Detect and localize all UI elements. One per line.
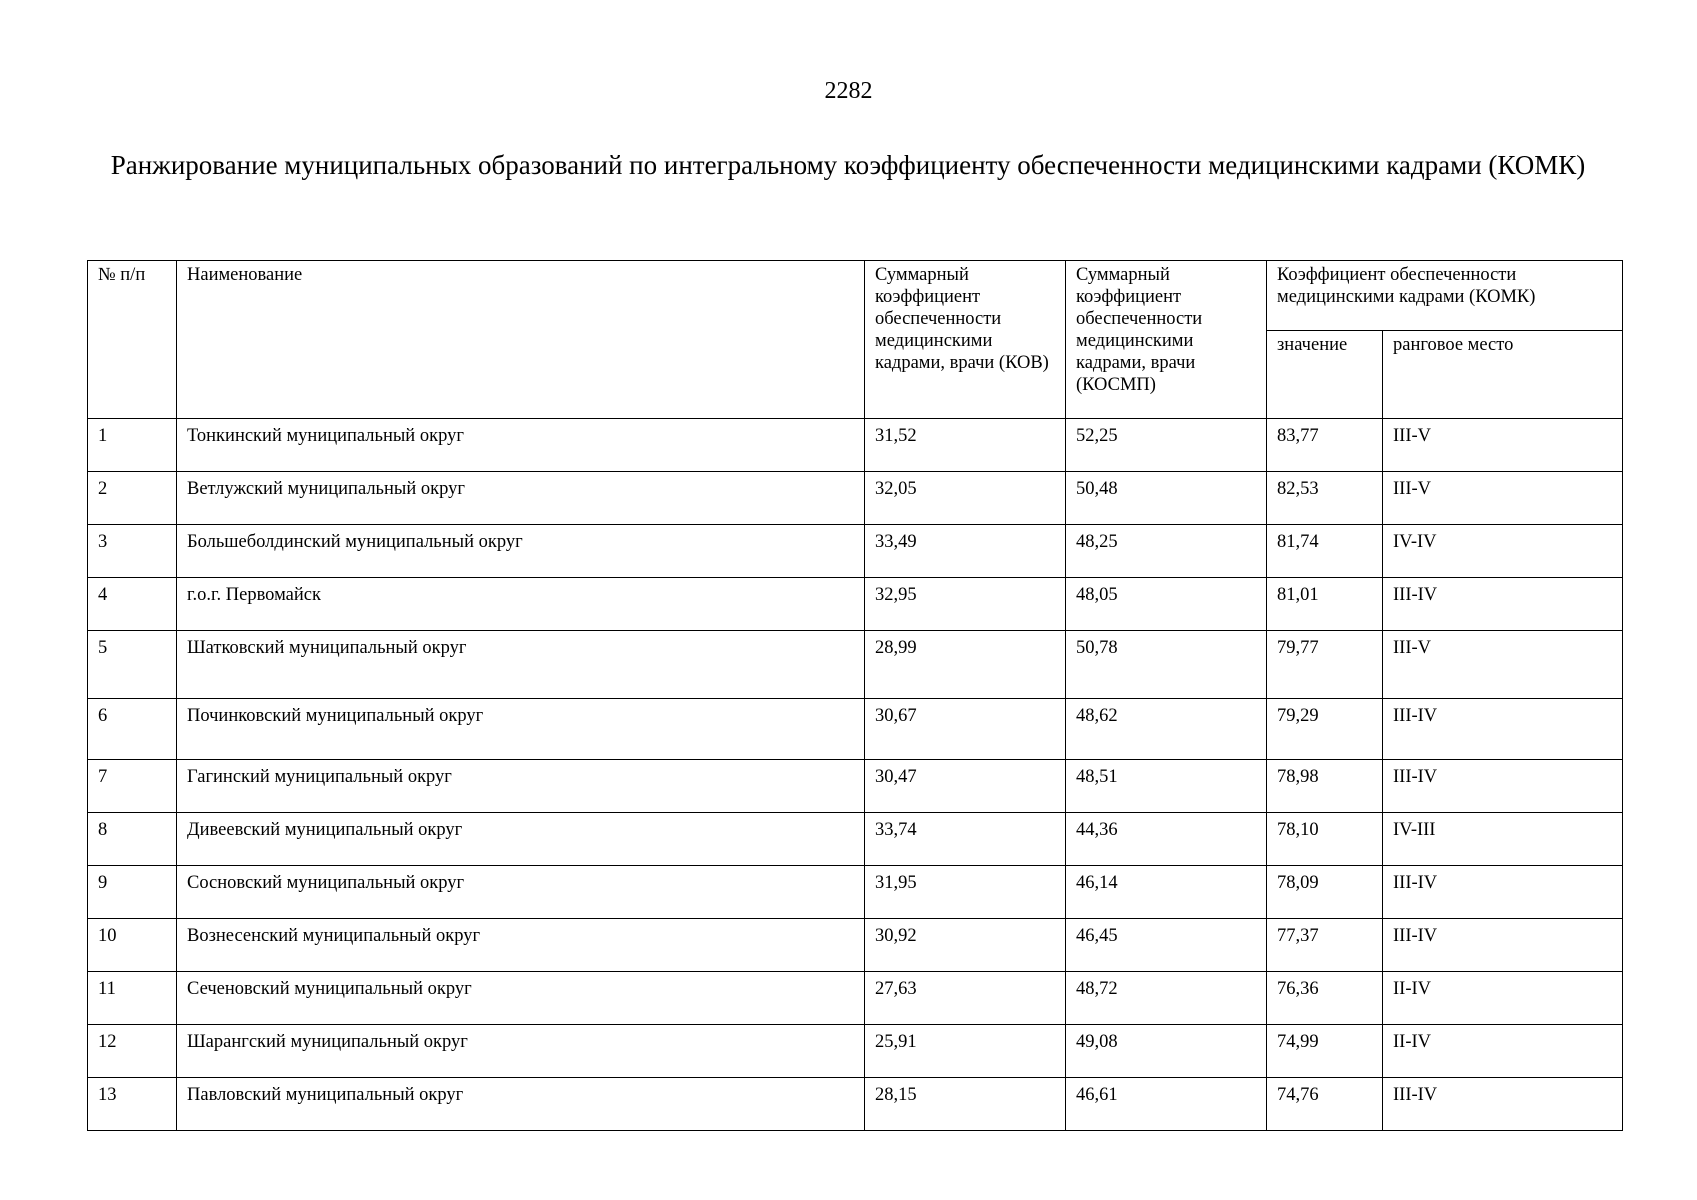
- municipality-name: Починковский муниципальный округ: [177, 699, 865, 760]
- komk-value: 81,74: [1267, 525, 1383, 578]
- table-row: [88, 919, 1623, 972]
- row-number: 12: [88, 1025, 177, 1078]
- kosmp-value: 52,25: [1066, 419, 1267, 472]
- table-header: [88, 261, 1623, 419]
- rank-place: III-V: [1383, 631, 1623, 699]
- header-name: Наименование: [177, 261, 865, 419]
- kosmp-value: 50,78: [1066, 631, 1267, 699]
- municipality-name: Дивеевский муниципальный округ: [177, 813, 865, 866]
- row-number: 3: [88, 525, 177, 578]
- kov-value: 31,52: [865, 419, 1066, 472]
- rank-place: II-IV: [1383, 1025, 1623, 1078]
- row-number: 1: [88, 419, 177, 472]
- municipality-name: г.о.г. Первомайск: [177, 578, 865, 631]
- table-row: [88, 760, 1623, 813]
- table-row: [88, 419, 1623, 472]
- komk-value: 77,37: [1267, 919, 1383, 972]
- row-number: 8: [88, 813, 177, 866]
- header-value: значение: [1267, 331, 1383, 419]
- municipality-name: Шатковский муниципальный округ: [177, 631, 865, 699]
- page-number: 2282: [824, 78, 873, 104]
- document-title: Ранжирование муниципальных образований по интегральному коэффициенту обеспеченности медицинскими кадрами (КОМК): [110, 150, 1586, 180]
- rank-place: IV-IV: [1383, 525, 1623, 578]
- rank-place: III-IV: [1383, 699, 1623, 760]
- municipality-name: Павловский муниципальный округ: [177, 1078, 865, 1131]
- header-komk: Коэффициент обеспеченности медицинскими кадрами (КОМК): [1267, 261, 1623, 331]
- municipality-name: Гагинский муниципальный округ: [177, 760, 865, 813]
- kov-value: 31,95: [865, 866, 1066, 919]
- table-row: [88, 1025, 1623, 1078]
- kov-value: 28,99: [865, 631, 1066, 699]
- rank-place: IV-III: [1383, 813, 1623, 866]
- kosmp-value: 48,62: [1066, 699, 1267, 760]
- row-number: 5: [88, 631, 177, 699]
- rank-place: III-IV: [1383, 919, 1623, 972]
- ranking-table: [87, 260, 1623, 1131]
- row-number: 9: [88, 866, 177, 919]
- municipality-name: Ветлужский муниципальный округ: [177, 472, 865, 525]
- kosmp-value: 48,51: [1066, 760, 1267, 813]
- komk-value: 82,53: [1267, 472, 1383, 525]
- kosmp-value: 46,14: [1066, 866, 1267, 919]
- komk-value: 74,99: [1267, 1025, 1383, 1078]
- row-number: 13: [88, 1078, 177, 1131]
- kosmp-value: 48,25: [1066, 525, 1267, 578]
- kov-value: 27,63: [865, 972, 1066, 1025]
- municipality-name: Шарангский муниципальный округ: [177, 1025, 865, 1078]
- kov-value: 33,49: [865, 525, 1066, 578]
- kov-value: 32,95: [865, 578, 1066, 631]
- kov-value: 30,67: [865, 699, 1066, 760]
- kosmp-value: 50,48: [1066, 472, 1267, 525]
- komk-value: 78,09: [1267, 866, 1383, 919]
- komk-value: 74,76: [1267, 1078, 1383, 1131]
- table-row: [88, 1078, 1623, 1131]
- kosmp-value: 49,08: [1066, 1025, 1267, 1078]
- komk-value: 78,98: [1267, 760, 1383, 813]
- row-number: 11: [88, 972, 177, 1025]
- table-row: [88, 866, 1623, 919]
- header-kosmp: Суммарный коэффициент обеспеченности медицинскими кадрами, врачи (КОСМП): [1066, 261, 1267, 419]
- rank-place: III-IV: [1383, 760, 1623, 813]
- table-row: [88, 578, 1623, 631]
- rank-place: III-IV: [1383, 866, 1623, 919]
- komk-value: 79,29: [1267, 699, 1383, 760]
- kosmp-value: 46,61: [1066, 1078, 1267, 1131]
- kov-value: 30,92: [865, 919, 1066, 972]
- municipality-name: Вознесенский муниципальный округ: [177, 919, 865, 972]
- table-row: [88, 699, 1623, 760]
- komk-value: 76,36: [1267, 972, 1383, 1025]
- table-row: [88, 525, 1623, 578]
- table-row: [88, 631, 1623, 699]
- kosmp-value: 44,36: [1066, 813, 1267, 866]
- komk-value: 78,10: [1267, 813, 1383, 866]
- kov-value: 25,91: [865, 1025, 1066, 1078]
- row-number: 10: [88, 919, 177, 972]
- kov-value: 30,47: [865, 760, 1066, 813]
- rank-place: III-V: [1383, 472, 1623, 525]
- header-rank: ранговое место: [1383, 331, 1623, 419]
- municipality-name: Сеченовский муниципальный округ: [177, 972, 865, 1025]
- row-number: 4: [88, 578, 177, 631]
- row-number: 7: [88, 760, 177, 813]
- rank-place: III-V: [1383, 419, 1623, 472]
- komk-value: 79,77: [1267, 631, 1383, 699]
- rank-place: II-IV: [1383, 972, 1623, 1025]
- row-number: 2: [88, 472, 177, 525]
- municipality-name: Сосновский муниципальный округ: [177, 866, 865, 919]
- table-row: [88, 972, 1623, 1025]
- kov-value: 28,15: [865, 1078, 1066, 1131]
- kosmp-value: 48,05: [1066, 578, 1267, 631]
- table-row: [88, 813, 1623, 866]
- komk-value: 83,77: [1267, 419, 1383, 472]
- kov-value: 32,05: [865, 472, 1066, 525]
- table-row: [88, 472, 1623, 525]
- kosmp-value: 46,45: [1066, 919, 1267, 972]
- kosmp-value: 48,72: [1066, 972, 1267, 1025]
- municipality-name: Тонкинский муниципальный округ: [177, 419, 865, 472]
- header-kov: Суммарный коэффициент обеспеченности медицинскими кадрами, врачи (КОВ): [865, 261, 1066, 419]
- rank-place: III-IV: [1383, 578, 1623, 631]
- rank-place: III-IV: [1383, 1078, 1623, 1131]
- header-num: № п/п: [88, 261, 177, 419]
- row-number: 6: [88, 699, 177, 760]
- municipality-name: Большеболдинский муниципальный округ: [177, 525, 865, 578]
- table-body: [88, 419, 1623, 1131]
- komk-value: 81,01: [1267, 578, 1383, 631]
- kov-value: 33,74: [865, 813, 1066, 866]
